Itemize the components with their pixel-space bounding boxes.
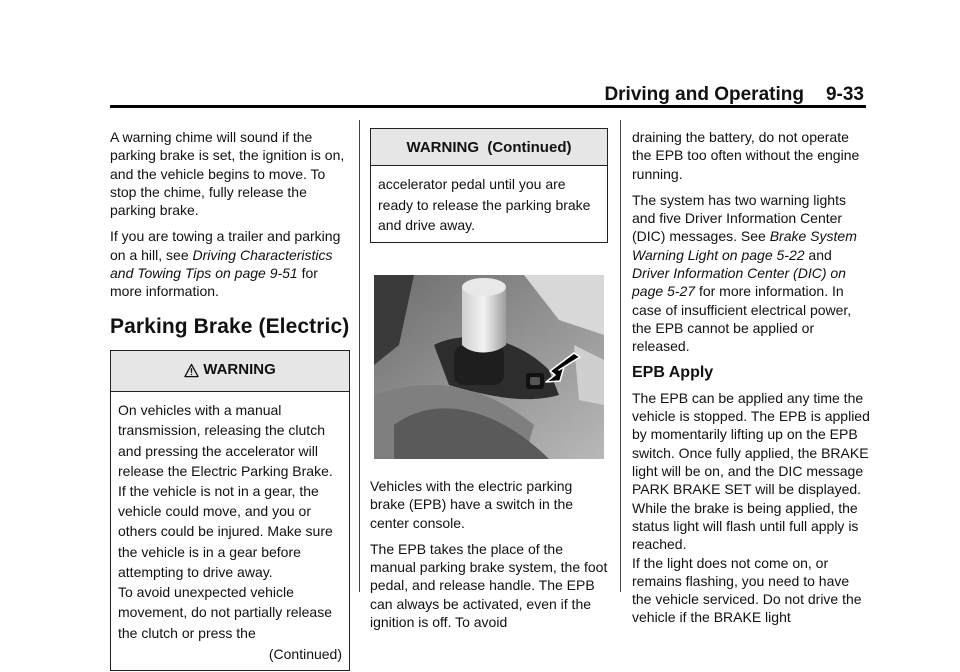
warning-lights-paragraph	[632, 191, 872, 356]
epb-apply-paragraph: The EPB can be applied any time the vehicle is stopped. The EPB is applied by momentarily lifting up on the EPB switch. Once fully applied, the BRAKE light will be on, and the DIC message PARK BRAKE SET will be displayed. While the brake is being applied, the status light will flash until full apply is reached.	[632, 389, 870, 553]
section-heading: Parking Brake (Electric)	[110, 314, 350, 338]
warning-header	[111, 351, 349, 392]
warning-text-1: On vehicles with a manual transmission, releasing the clutch and pressing the accelerator will release the Electric Parking Brake. If the vehicle is not in a gear, the vehicle could move, and you or others could be injured. Make sure the vehicle is in a gear before attempting to drive away.	[118, 402, 333, 580]
warning-continued-body: accelerator pedal until you are ready to release the parking brake and drive away.	[378, 176, 591, 233]
warning-lights-text: The system has two warning lights and five Driver Information Center (DIC) messages. See	[632, 191, 846, 245]
warning-continued-box	[370, 128, 608, 243]
column-divider-2	[620, 120, 621, 592]
header-rule	[110, 105, 866, 108]
console-illustration	[374, 275, 604, 459]
epb-apply-heading: EPB Apply	[632, 363, 714, 381]
warning-lights-text-end: for more information. In case of insufficient electrical power, the EPB cannot be applied or released.	[632, 283, 852, 355]
continued-label: (Continued)	[268, 645, 342, 662]
warning-body	[111, 392, 349, 670]
battery-paragraph: draining the battery, do not operate the EPB too often without the engine running.	[632, 129, 860, 182]
warning-triangle-icon	[184, 363, 199, 383]
epb-description-paragraph: The EPB takes the place of the manual parking brake system, the foot pedal, and release handle. The EPB can always be activated, even if the ignition is off. To avoid	[370, 540, 608, 630]
page-header	[110, 82, 866, 108]
light-not-on-paragraph: If the light does not come on, or remains flashing, you need to have the vehicle serviced. Do not drive the vehicle if the BRAKE light	[632, 554, 862, 626]
console-photo	[374, 275, 604, 459]
column-2	[370, 128, 608, 639]
epb-switch-paragraph: Vehicles with the electric parking brake (EPB) have a switch in the center console.	[370, 477, 574, 531]
warning-title: WARNING	[203, 360, 276, 378]
towing-text: If you are towing a trailer and parking on a hill, see	[110, 228, 341, 263]
section-title: Driving and Operating	[604, 84, 804, 105]
towing-reference-link[interactable]: Driving Characteristics and Towing Tips on page 9-51	[110, 246, 333, 282]
chime-paragraph: A warning chime will sound if the parking brake is set, the ignition is on, and the vehicle begins to move. To stop the chime, fully release the parking brake.	[110, 129, 345, 219]
header-text	[604, 84, 864, 106]
warning-lights-and: and	[804, 246, 832, 263]
towing-paragraph	[110, 227, 350, 300]
column-3	[632, 128, 872, 635]
towing-text-end: for more information.	[110, 265, 318, 300]
brake-warning-light-link[interactable]: Brake System Warning Light on page 5-22	[632, 228, 857, 263]
dic-reference-link[interactable]: Driver Information Center (DIC) on page 5-27	[632, 265, 846, 300]
warning-box	[110, 350, 350, 671]
column-divider-1	[359, 120, 360, 592]
warning-text-2: To avoid unexpected vehicle movement, do not partially release the clutch or press the	[118, 584, 332, 641]
warning-continued-header: WARNING (Continued)	[371, 129, 607, 166]
page-number: 9-33	[825, 84, 864, 105]
column-1	[110, 128, 350, 671]
